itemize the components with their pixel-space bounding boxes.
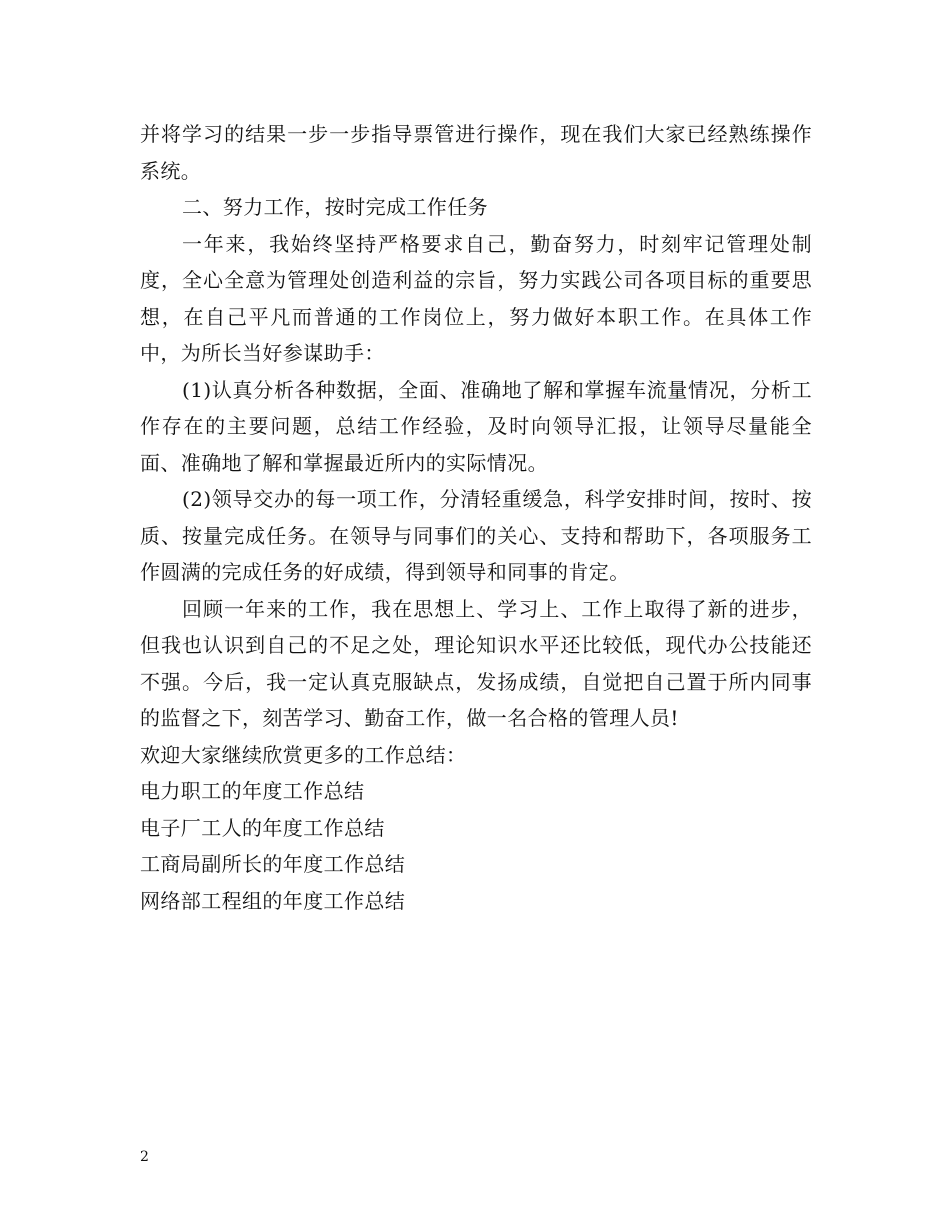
section-heading: 二、努力工作，按时完成工作任务 [182, 195, 488, 219]
page-number: 2 [140, 1149, 149, 1165]
related-links-list [140, 773, 812, 919]
document-body [140, 116, 812, 919]
related-link[interactable]: 网络部工程组的年度工作总结 [140, 888, 406, 913]
related-link[interactable]: 电子厂工人的年度工作总结 [140, 815, 385, 840]
related-link[interactable]: 工商局副所长的年度工作总结 [140, 852, 406, 876]
paragraph-review: 回顾一年来的工作，我在思想上、学习上、工作上取得了新的进步，但我也认识到自己的不足之处，理论知识水平还比较低，现代办公技能还不强。今后，我一定认真克服缺点，发扬成绩，自觉把自己置于所内同事的监督之下，刻苦学习、勤奋工作，做一名合格的管理人员! [140, 596, 812, 730]
paragraph-item-1: (1)认真分析各种数据，全面、准确地了解和掌握车流量情况，分析工作存在的主要问题，总结工作经验，及时向领导汇报，让领导尽量能全面、准确地了解和掌握最近所内的实际情况。 [140, 377, 812, 475]
paragraph-item-2: (2)领导交办的每一项工作，分清轻重缓急，科学安排时间，按时、按质、按量完成任务。在领导与同事们的关心、支持和帮助下，各项服务工作圆满的完成任务的好成绩，得到领导和同事的肯定。 [140, 487, 812, 584]
related-heading: 欢迎大家继续欣赏更多的工作总结： [140, 742, 467, 767]
related-link[interactable]: 电力职工的年度工作总结 [140, 779, 365, 803]
paragraph-continuation: 并将学习的结果一步一步指导票管进行操作，现在我们大家已经熟练操作系统。 [140, 122, 812, 183]
paragraph-work-summary: 一年来，我始终坚持严格要求自己，勤奋努力，时刻牢记管理处制度，全心全意为管理处创造利益的宗旨，努力实践公司各项目标的重要思想，在自己平凡而普通的工作岗位上，努力做好本职工作。在具体工作中，为所长当好参谋助手： [140, 231, 812, 365]
